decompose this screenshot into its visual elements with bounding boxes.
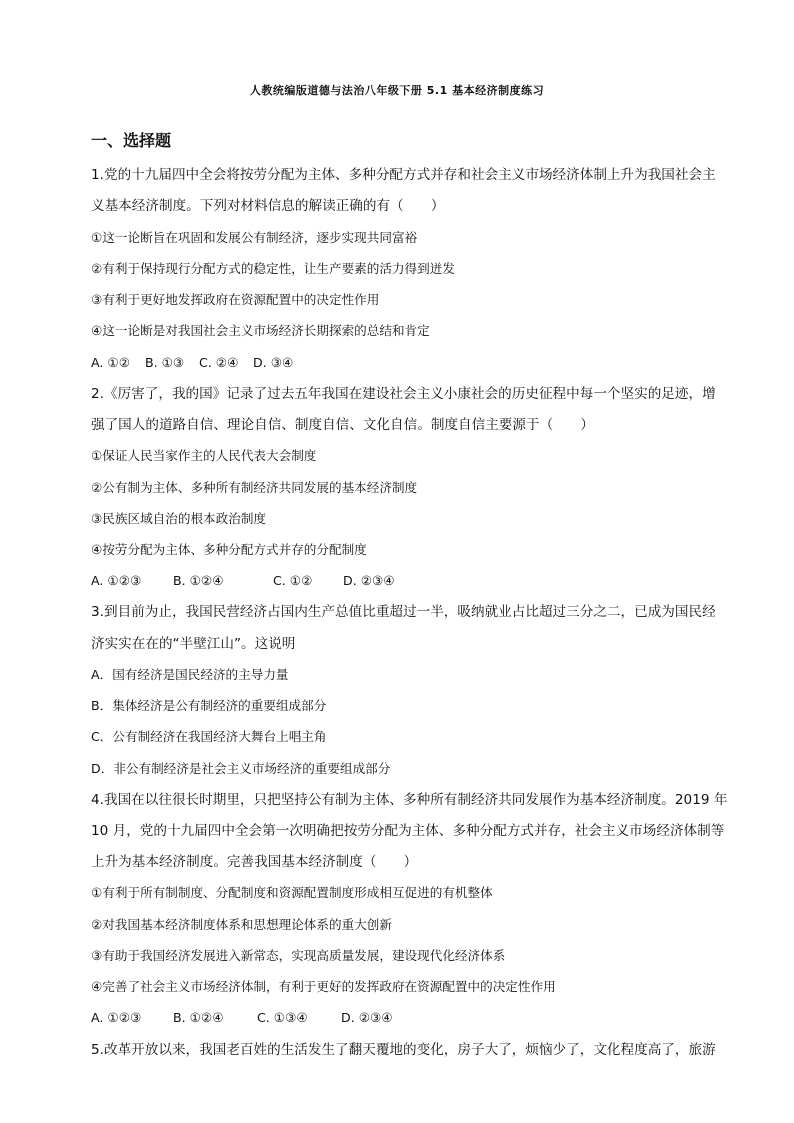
question-1-item-4: ④这一论断是对我国社会主义市场经济长期探索的总结和肯定 — [91, 323, 430, 338]
question-3-stem-line-2: 济实实在在的“半壁江山”。这说明 — [91, 636, 296, 652]
question-1-stem-line-1: 1.党的十九届四中全会将按劳分配为主体、多种分配方式并存和社会主义市场经济体制上升为我国社会主 — [91, 167, 716, 183]
question-3-stem-line-1: 3.到目前为止，我国民营经济占国内生产总值比重超过一半，吸纳就业占比超过三分之二，已成为国民经 — [91, 604, 716, 620]
question-1-stem-line-2: 义基本经济制度。下列对材料信息的解读正确的有（ ） — [91, 198, 445, 214]
question-1-answers — [91, 355, 293, 371]
question-4-stem-line-3: 上升为基本经济制度。完善我国基本经济制度（ ） — [91, 854, 418, 870]
answer-option: A. ①②③ — [91, 573, 142, 588]
question-3-option-b: B．集体经济是公有制经济的重要组成部分 — [91, 698, 327, 713]
question-3-option-a: A．国有经济是国民经济的主导力量 — [91, 667, 289, 682]
question-4-stem-line-1: 4.我国在以往很长时期里，只把坚持公有制为主体、多种所有制经济共同发展作为基本经济制度。2019 年 — [91, 792, 728, 808]
answer-option: B. ①②④ — [173, 573, 224, 588]
question-2-stem-line-1: 2.《厉害了，我的国》记录了过去五年我国在建设社会主义小康社会的历史征程中每一个坚实的足迹，增 — [91, 386, 716, 402]
answer-option: D. ②③④ — [343, 573, 395, 588]
question-5-stem-line-1: 5.改革开放以来，我国老百姓的生活发生了翻天覆地的变化，房子大了，烦恼少了，文化程度高了，旅游 — [91, 1042, 716, 1058]
answer-option: C. ①③④ — [257, 1010, 308, 1025]
answer-option: D. ②③④ — [341, 1010, 393, 1025]
question-2-item-1: ①保证人民当家作主的人民代表大会制度 — [91, 448, 317, 463]
answer-option: B. ①③ — [145, 355, 185, 370]
question-4-stem-line-2: 10 月，党的十九届四中全会第一次明确把按劳分配为主体、多种分配方式并存，社会主义市场经济体制等 — [91, 823, 725, 839]
answer-option: C. ②④ — [199, 355, 239, 370]
question-2-item-4: ④按劳分配为主体、多种分配方式并存的分配制度 — [91, 542, 367, 557]
question-3-option-c: C．公有制经济在我国经济大舞台上唱主角 — [91, 729, 327, 744]
question-2-item-3: ③民族区域自治的根本政治制度 — [91, 511, 267, 526]
question-1-item-2: ②有利于保持现行分配方式的稳定性，让生产要素的活力得到迸发 — [91, 261, 455, 276]
section-heading: 一、选择题 — [91, 131, 172, 150]
answer-option: A. ①② — [91, 355, 130, 370]
page-title: 人教统编版道德与法治八年级下册 5.1 基本经济制度练习 — [249, 84, 545, 97]
question-2-stem-line-2: 强了国人的道路自信、理论自信、制度自信、文化自信。制度自信主要源于（ ） — [91, 417, 594, 433]
question-4-item-3: ③有助于我国经济发展进入新常态，实现高质量发展，建设现代化经济体系 — [91, 948, 506, 963]
answer-option: C. ①② — [273, 573, 313, 588]
question-1-item-3: ③有利于更好地发挥政府在资源配置中的决定性作用 — [91, 292, 380, 307]
question-4-item-1: ①有利于所有制制度、分配制度和资源配置制度形成相互促进的有机整体 — [91, 885, 493, 900]
answer-option: D. ③④ — [253, 355, 294, 370]
question-1-item-1: ①这一论断旨在巩固和发展公有制经济，逐步实现共同富裕 — [91, 230, 418, 245]
answer-option: A. ①②③ — [91, 1010, 142, 1025]
question-4-item-2: ②对我国基本经济制度体系和思想理论体系的重大创新 — [91, 917, 392, 932]
question-4-item-4: ④完善了社会主义市场经济体制，有利于更好的发挥政府在资源配置中的决定性作用 — [91, 979, 556, 994]
question-2-answers — [91, 573, 395, 589]
question-3-option-d: D．非公有制经济是社会主义市场经济的重要组成部分 — [91, 761, 391, 776]
question-4-answers — [91, 1010, 393, 1026]
question-2-item-2: ②公有制为主体、多种所有制经济共同发展的基本经济制度 — [91, 480, 418, 495]
answer-option: B. ①②④ — [173, 1010, 224, 1025]
